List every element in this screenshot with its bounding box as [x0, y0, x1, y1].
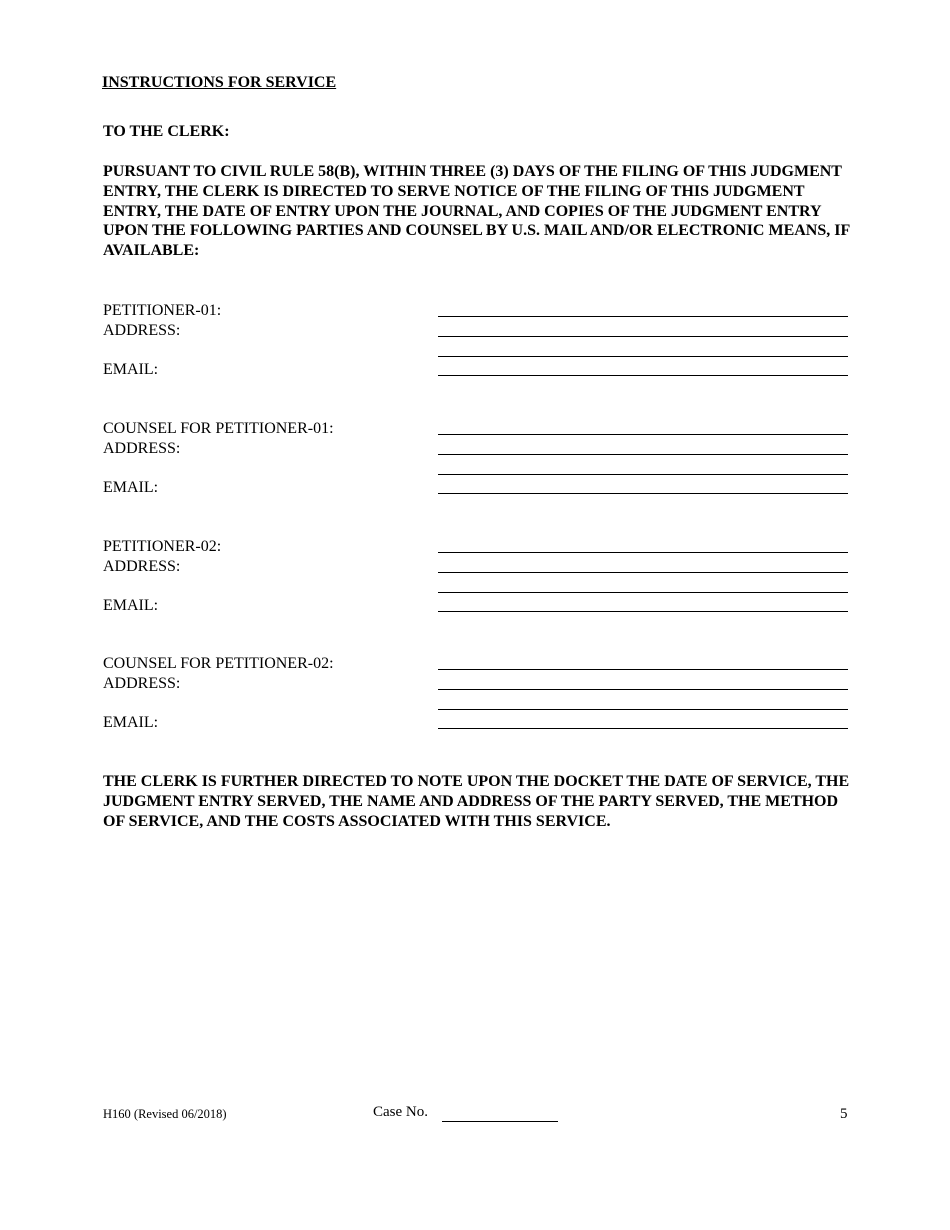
party-email-line[interactable] [438, 493, 848, 494]
party-address-line-2[interactable] [438, 709, 848, 710]
party-block-petitioner-02 [103, 538, 848, 618]
document-heading: INSTRUCTIONS FOR SERVICE [102, 74, 337, 91]
party-address-label: ADDRESS: [103, 675, 181, 692]
party-address-line-1[interactable] [438, 572, 848, 573]
party-email-label: EMAIL: [103, 361, 159, 378]
party-name-line[interactable] [438, 434, 848, 435]
party-email-label: EMAIL: [103, 479, 159, 496]
party-address-label: ADDRESS: [103, 558, 181, 575]
party-name-label: COUNSEL FOR PETITIONER-02: [103, 655, 334, 672]
party-name-label: PETITIONER-01: [103, 302, 222, 319]
to-clerk-label: TO THE CLERK: [103, 123, 230, 140]
party-address-line-1[interactable] [438, 689, 848, 690]
party-address-label: ADDRESS: [103, 440, 181, 457]
case-number-label: Case No. [373, 1104, 428, 1120]
party-address-label: ADDRESS: [103, 322, 181, 339]
party-name-line[interactable] [438, 316, 848, 317]
party-email-line[interactable] [438, 611, 848, 612]
party-address-line-2[interactable] [438, 356, 848, 357]
party-email-label: EMAIL: [103, 714, 159, 731]
case-number-line[interactable] [442, 1121, 558, 1122]
party-name-line[interactable] [438, 669, 848, 670]
party-block-counsel-petitioner-02 [103, 655, 848, 735]
party-email-line[interactable] [438, 728, 848, 729]
page-number: 5 [840, 1106, 848, 1122]
instructions-paragraph: PURSUANT TO CIVIL RULE 58(B), WITHIN THREE (3) DAYS OF THE FILING OF THIS JUDGMENT ENTRY, THE CLERK IS DIRECTED TO SERVE NOTICE OF THE FILING OF THIS JUDGMENT ENTRY, THE DATE OF ENTRY UPON THE JOURNAL, AND COPIES OF THE JUDGMENT ENTRY UPON THE FOLLOWING PARTIES AND COUNSEL BY U.S. MAIL AND/OR ELECTRONIC MEANS, IF AVAILABLE: [103, 163, 850, 260]
party-block-petitioner-01 [103, 302, 848, 382]
party-address-line-2[interactable] [438, 474, 848, 475]
party-name-label: COUNSEL FOR PETITIONER-01: [103, 420, 334, 437]
party-address-line-2[interactable] [438, 592, 848, 593]
party-name-line[interactable] [438, 552, 848, 553]
party-address-line-1[interactable] [438, 336, 848, 337]
party-name-label: PETITIONER-02: [103, 538, 222, 555]
party-block-counsel-petitioner-01 [103, 420, 848, 500]
closing-paragraph: THE CLERK IS FURTHER DIRECTED TO NOTE UPON THE DOCKET THE DATE OF SERVICE, THE JUDGMENT ENTRY SERVED, THE NAME AND ADDRESS OF THE PARTY SERVED, THE METHOD OF SERVICE, AND THE COSTS ASSOCIATED WITH THIS SERVICE. [103, 773, 850, 830]
party-email-label: EMAIL: [103, 597, 159, 614]
party-email-line[interactable] [438, 375, 848, 376]
party-address-line-1[interactable] [438, 454, 848, 455]
form-number: H160 (Revised 06/2018) [103, 1107, 227, 1121]
